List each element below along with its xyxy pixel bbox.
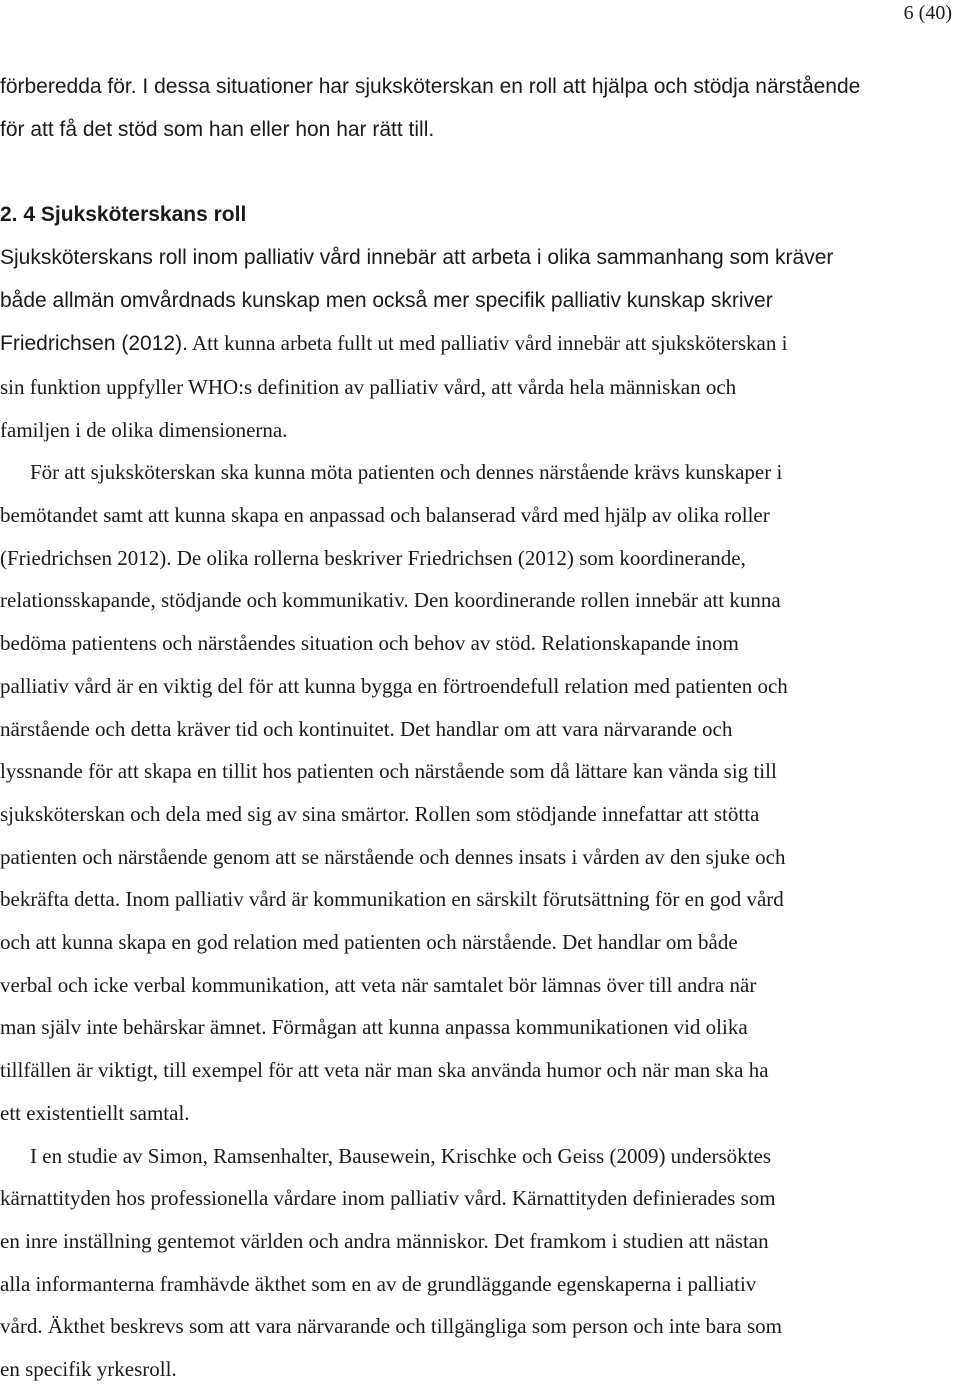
paragraph-roles	[0, 451, 940, 1134]
text-line: I en studie av Simon, Ramsenhalter, Bausewein, Krischke och Geiss (2009) undersöktes	[30, 1143, 771, 1168]
paragraph-core-attitude	[0, 1135, 940, 1391]
text-line: sin funktion uppfyller WHO:s definition av palliativ vård, att vårda hela människan och	[0, 374, 737, 399]
sentence-text: Att kunna arbeta fullt ut med palliativ vård innebär att sjuksköterskan i	[187, 331, 788, 356]
text-line: bekräfta detta. Inom palliativ vård är kommunikation en särskilt förutsättning för en god vård	[0, 887, 784, 912]
text-line: och att kunna skapa en god relation med patienten och närstående. Det handlar om både	[0, 930, 738, 955]
paragraph-spacer	[0, 151, 940, 194]
text-line: man själv inte behärskar ämnet. Förmågan att kunna anpassa kommunikationen vid olika	[0, 1015, 748, 1040]
text-line: alla informanterna framhävde äkthet som en av de grundläggande egenskaperna i palliativ	[0, 1271, 757, 1296]
text-line: sjuksköterskan och dela med sig av sina smärtor. Rollen som stödjande innefattar att stötta	[0, 801, 760, 826]
text-line: en inre inställning gentemot världen och andra människor. Det framkom i studien att nästan	[0, 1228, 769, 1253]
text-line: närstående och detta kräver tid och kontinuitet. Det handlar om att vara närvarande och	[0, 716, 733, 741]
text-line: vård. Äkthet beskrevs som att vara närvarande och tillgängliga som person och inte bara som	[0, 1314, 783, 1339]
page-number: 6 (40)	[903, 2, 952, 24]
text-line	[0, 322, 940, 366]
text-line: både allmän omvårdnads kunskap men också mer specifik palliativ kunskap skriver	[0, 288, 773, 312]
text-line: För att sjuksköterskan ska kunna möta patienten och dennes närstående krävs kunskaper i	[30, 460, 783, 485]
text-line: (Friedrichsen 2012). De olika rollerna beskriver Friedrichsen (2012) som koordinerande,	[0, 545, 746, 570]
text-line: tillfällen är viktigt, till exempel för att veta när man ska använda humor och när man ska ha	[0, 1058, 769, 1083]
text-line: förberedda för. I dessa situationer har sjuksköterskan en roll att hjälpa och stödja närstående	[0, 75, 861, 98]
text-line: för att få det stöd som han eller hon har rätt till.	[0, 117, 435, 141]
paragraph-role-intro	[0, 237, 940, 452]
section-heading: 2. 4 Sjuksköterskans roll	[0, 203, 247, 227]
text-line: lyssnande för att skapa en tillit hos patienten och närstående som då lättare kan vända sig till	[0, 759, 777, 784]
document-body	[0, 66, 940, 1391]
text-line: familjen i de olika dimensionerna.	[0, 417, 288, 442]
text-line: en specifik yrkesroll.	[0, 1357, 177, 1382]
text-line: palliativ vård är en viktig del för att kunna bygga en förtroendefull relation med patienten och	[0, 673, 788, 698]
text-line: ett existentiellt samtal.	[0, 1100, 190, 1125]
text-line: Sjuksköterskans roll inom palliativ vård innebär att arbeta i olika sammanhang som kräver	[0, 245, 834, 269]
text-line: verbal och icke verbal kommunikation, att veta när samtalet bör lämnas över till andra när	[0, 972, 757, 997]
text-line: bemötandet samt att kunna skapa en anpassad och balanserad vård med hjälp av olika roller	[0, 503, 770, 528]
intro-paragraph	[0, 66, 940, 151]
text-line: relationsskapande, stödjande och kommunikativ. Den koordinerande rollen innebär att kunna	[0, 588, 781, 613]
citation-text: Friedrichsen (2012).	[0, 332, 188, 356]
text-line: bedöma patientens och närståendes situation och behov av stöd. Relationskapande inom	[0, 631, 739, 656]
text-line: kärnattityden hos professionella vårdare inom palliativ vård. Kärnattityden definierades som	[0, 1186, 776, 1211]
text-line: patienten och närstående genom att se närstående och dennes insats i vården av den sjuke och	[0, 844, 786, 869]
